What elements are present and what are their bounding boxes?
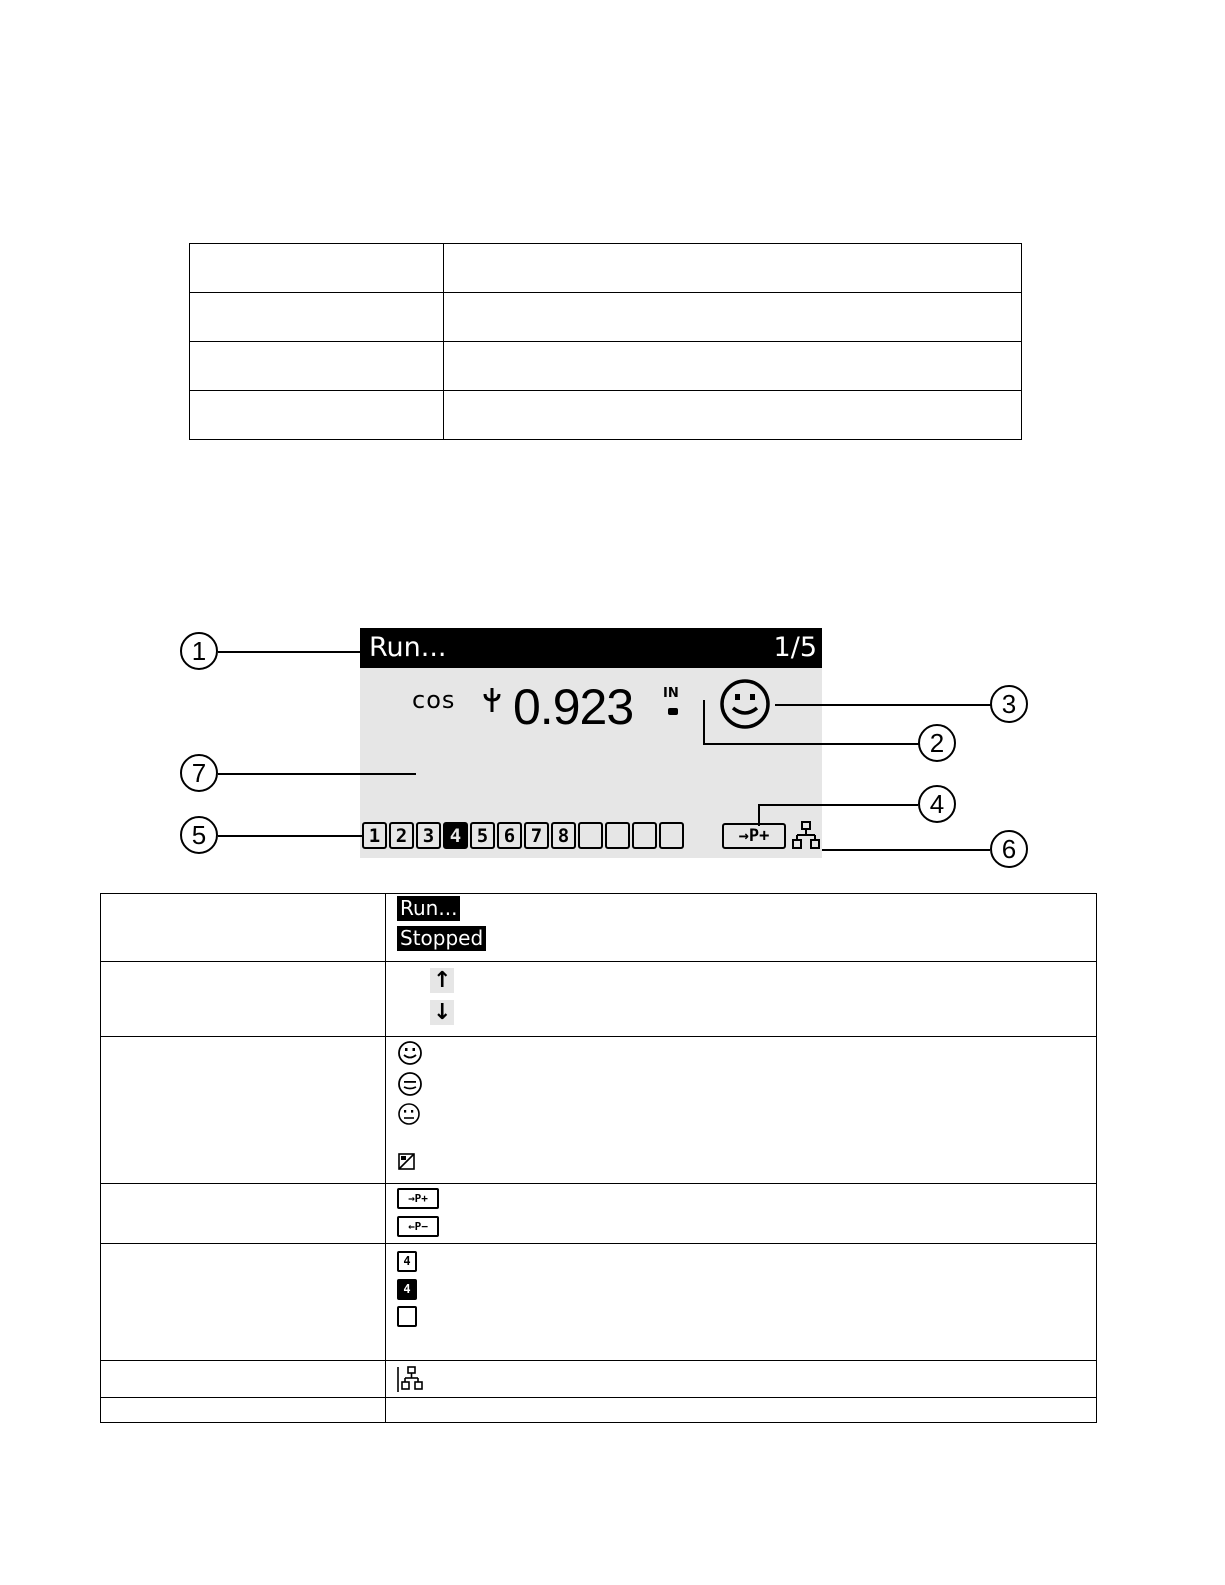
table-cell — [101, 1037, 386, 1184]
callout-3: 3 — [990, 685, 1028, 723]
table-row — [101, 1398, 1097, 1423]
channel-box: 3 — [416, 822, 441, 849]
table-cell — [190, 244, 444, 293]
table-row — [190, 391, 1022, 440]
run-status-tag: Run... — [397, 896, 460, 921]
run-mode-label: Run... — [369, 632, 447, 663]
table-cell — [386, 1398, 1097, 1423]
phi-icon — [482, 686, 502, 718]
smiley-icon — [718, 677, 772, 735]
channel-box: 6 — [497, 822, 522, 849]
table-row — [190, 244, 1022, 293]
unit-tag: IN — [663, 686, 679, 701]
table-row — [190, 293, 1022, 342]
channel-box: 2 — [389, 822, 414, 849]
table-cell — [444, 342, 1022, 391]
channel-box: 5 — [470, 822, 495, 849]
callout-6: 6 — [990, 830, 1028, 868]
channel-box — [659, 822, 684, 849]
callout-line-2-v — [703, 700, 705, 744]
table-cell — [386, 1184, 1097, 1244]
stopped-status-tag: Stopped — [397, 926, 486, 951]
callout-2: 2 — [918, 724, 956, 762]
table-cell — [386, 894, 1097, 962]
channel-box — [578, 822, 603, 849]
callout-5: 5 — [180, 816, 218, 854]
measure-label: cos — [412, 686, 456, 714]
top-table — [189, 243, 1022, 440]
channel-box-active: 4 — [443, 822, 468, 849]
table-cell — [101, 1361, 386, 1398]
table-cell — [444, 244, 1022, 293]
table-row — [101, 894, 1097, 962]
neutral-smiley-icon — [397, 1071, 423, 1097]
table-cell — [386, 1244, 1097, 1361]
table-cell — [444, 391, 1022, 440]
callout-line-7 — [218, 773, 416, 775]
table-cell — [101, 894, 386, 962]
table-cell — [190, 391, 444, 440]
callout-4: 4 — [918, 785, 956, 823]
table-cell — [101, 1398, 386, 1423]
callout-line-4 — [758, 804, 918, 806]
p-minus-icon: ←P− — [397, 1216, 439, 1237]
channel-box — [632, 822, 657, 849]
table-cell — [386, 962, 1097, 1037]
table-cell — [101, 962, 386, 1037]
callout-line-3 — [775, 704, 991, 706]
channel-box: 7 — [524, 822, 549, 849]
callout-1: 1 — [180, 632, 218, 670]
p-plus-indicator: →P+ — [722, 823, 786, 849]
channel-enabled-icon: 4 — [397, 1251, 417, 1272]
lcd-title-bar — [360, 628, 822, 668]
measured-value: 0.923 — [513, 679, 634, 735]
callout-line-5 — [218, 835, 364, 837]
channel-box: 1 — [362, 822, 387, 849]
callout-line-6 — [822, 849, 990, 851]
table-row — [101, 1037, 1097, 1184]
callout-line-4-v — [758, 804, 760, 826]
unit-dot-icon — [668, 708, 678, 715]
arrow-up-icon: ↑ — [430, 968, 454, 993]
table-row — [190, 342, 1022, 391]
table-cell — [386, 1361, 1097, 1398]
p-plus-icon: →P+ — [397, 1188, 439, 1209]
table-cell — [101, 1184, 386, 1244]
table-cell — [386, 1037, 1097, 1184]
arrow-down-icon: ↓ — [430, 1000, 454, 1025]
table-row — [101, 1361, 1097, 1398]
channel-active-icon: 4 — [397, 1279, 417, 1300]
table-cell — [190, 342, 444, 391]
legend-table — [100, 893, 1097, 1423]
callout-7: 7 — [180, 754, 218, 792]
channel-unused-icon — [397, 1306, 417, 1327]
error-icon — [397, 1152, 417, 1172]
table-row — [101, 1184, 1097, 1244]
happy-smiley-icon — [397, 1040, 423, 1066]
channel-box — [605, 822, 630, 849]
table-row — [101, 962, 1097, 1037]
page-indicator: 1/5 — [773, 632, 817, 663]
sad-smiley-icon — [397, 1102, 421, 1126]
channel-row — [362, 822, 686, 853]
network-icon — [397, 1365, 423, 1393]
table-cell — [101, 1244, 386, 1361]
network-icon — [792, 821, 820, 855]
table-row — [101, 1244, 1097, 1361]
callout-line-1 — [218, 651, 362, 653]
channel-box: 8 — [551, 822, 576, 849]
callout-line-2 — [703, 743, 919, 745]
table-cell — [190, 293, 444, 342]
table-cell — [444, 293, 1022, 342]
